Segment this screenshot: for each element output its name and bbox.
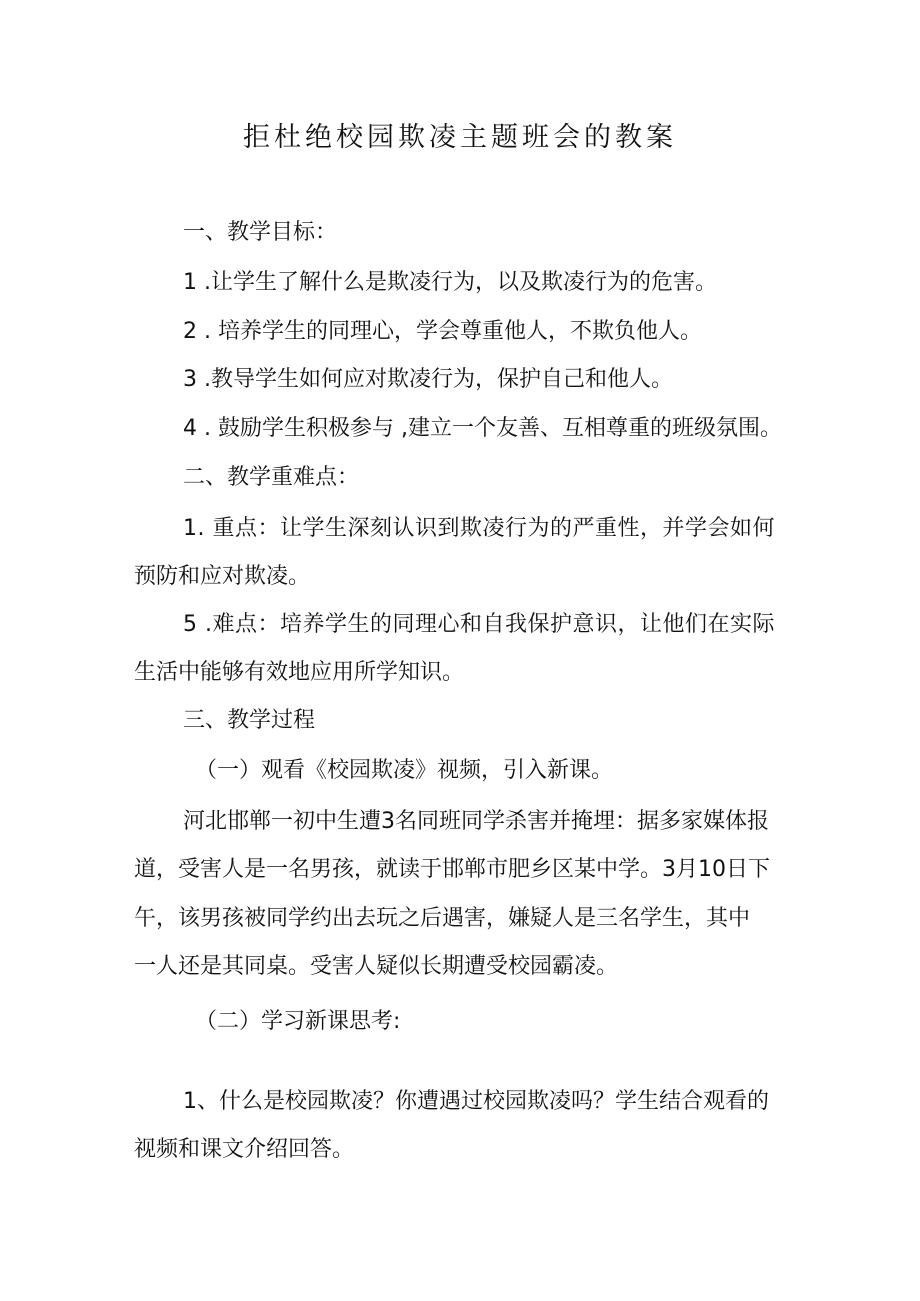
paragraph-line: 河北邯郸一初中生遭3名同班同学杀害并掩埋：据多家媒体报 [183, 809, 769, 834]
difficulty-line: 5 .难点：培养学生的同理心和自我保护意识，让他们在实际 [183, 612, 775, 637]
question-line: 视频和课文介绍回答。 [134, 1137, 355, 1162]
objective-item-2: 2 . 培养学生的同理心，学会尊重他人，不欺负他人。 [183, 319, 702, 344]
paragraph-line: 一人还是其同桌。受害人疑似长期遭受校园霸凌。 [134, 954, 619, 979]
key-point-line: 预防和应对欺凌。 [134, 564, 311, 589]
section-heading-process: 三、教学过程 [183, 708, 316, 733]
paragraph-line: 午，该男孩被同学约出去玩之后遇害，嫌疑人是三名学生，其中 [134, 906, 751, 931]
subsection-heading-video: （一）观看《校园欺凌》视频，引入新课。 [195, 758, 614, 783]
objective-item-1: 1 .让学生了解什么是欺凌行为，以及欺凌行为的危害。 [183, 270, 717, 295]
subsection-heading-thinking: （二）学习新课思考: [195, 1009, 401, 1034]
difficulty-line: 生活中能够有效地应用所学知识。 [134, 660, 465, 685]
paragraph-line: 道，受害人是一名男孩，就读于邯郸市肥乡区某中学。3月10日下 [134, 857, 770, 882]
document-title: 拒杜绝校园欺凌主题班会的教案 [243, 122, 677, 153]
key-point-line: 1. 重点：让学生深刻认识到欺凌行为的严重性，并学会如何 [183, 516, 775, 541]
objective-item-3: 3 .教导学生如何应对欺凌行为，保护自己和他人。 [183, 367, 673, 392]
question-line: 1、什么是校园欺凌？你遭遇过校园欺凌吗？学生结合观看的 [183, 1089, 769, 1114]
objective-item-4: 4 . 鼓励学生积极参与 ,建立一个友善、互相尊重的班级氛围。 [183, 416, 782, 441]
section-heading-objectives: 一、教学目标： [183, 220, 338, 245]
section-heading-key-points: 二、教学重难点： [183, 465, 360, 490]
